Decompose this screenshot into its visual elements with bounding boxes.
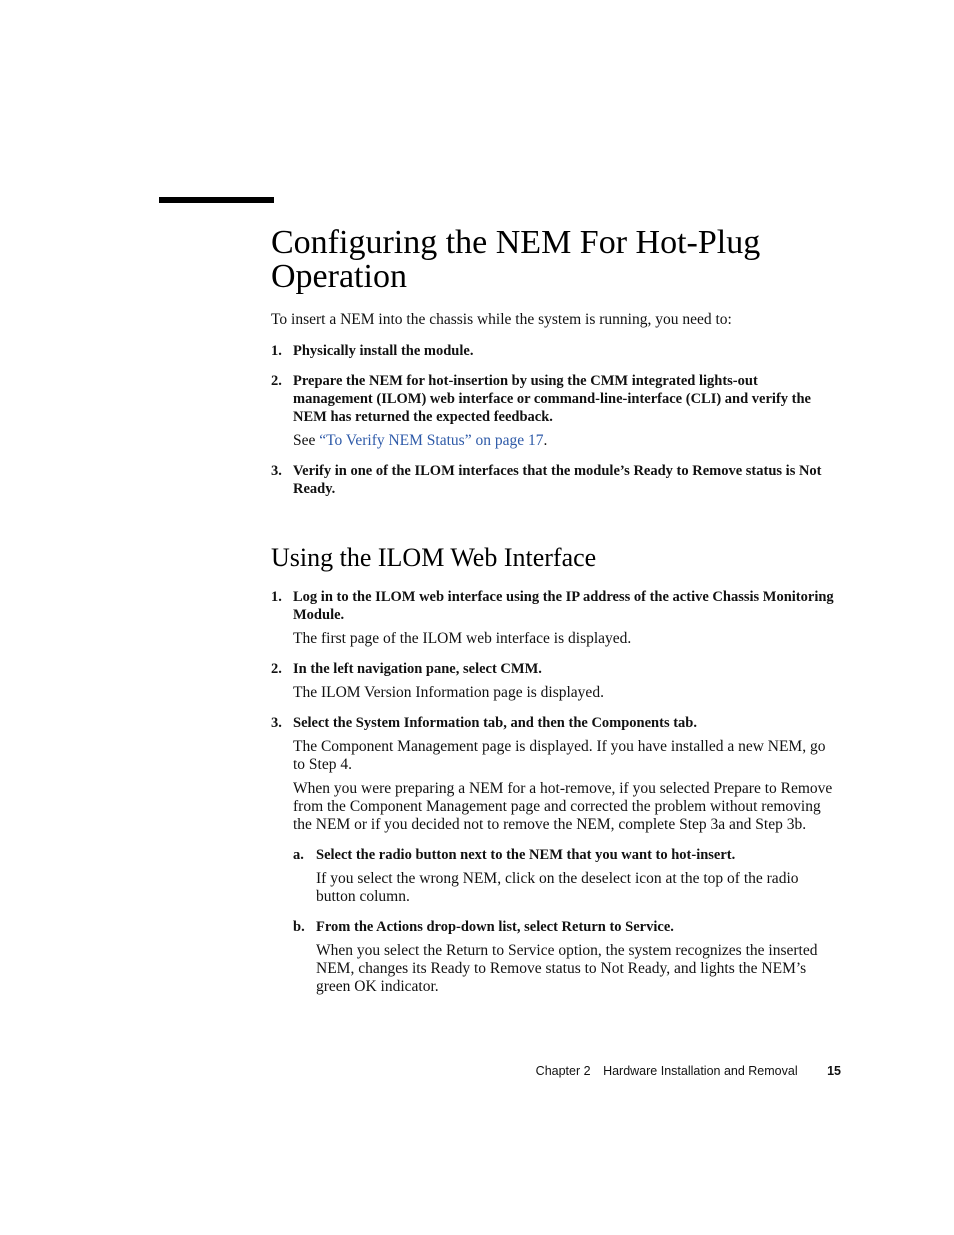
footer-section: Hardware Installation and Removal — [603, 1064, 798, 1078]
step-note — [293, 432, 841, 450]
step-text: Select the System Information tab, and then the Components tab. — [293, 715, 697, 731]
substep-text: From the Actions drop-down list, select Return to Service. — [316, 919, 674, 935]
substep-note: If you select the wrong NEM, click on the deselect icon at the top of the radio button column. — [316, 870, 799, 905]
see-prefix: See — [293, 432, 320, 449]
section-step-1 — [271, 342, 841, 360]
substep-letter: b. — [293, 919, 305, 935]
step-note: The first page of the ILOM web interface is displayed. — [293, 630, 632, 647]
step-note: The ILOM Version Information page is displayed. — [293, 684, 604, 701]
step-text: Prepare the NEM for hot-insertion by using the CMM integrated lights-out management (ILOM) web interface or command-line-interface (CLI) and verify the NEM has returned the expected feedback. — [293, 373, 811, 425]
step-number: 3. — [271, 463, 282, 479]
substep-note: When you select the Return to Service option, the system recognizes the inserted NEM, changes its Ready to Remove status to Not Ready, and lights the NEM’s green OK indicator. — [316, 942, 818, 995]
page-footer — [536, 1064, 841, 1078]
step-number: 2. — [271, 373, 282, 389]
step-number: 2. — [271, 661, 282, 677]
step-note: When you were preparing a NEM for a hot-remove, if you selected Prepare to Remove from the Component Management page and corrected the problem without removing the NEM or if you decided not to remove the NEM, complete Step 3a and Step 3b. — [293, 780, 833, 833]
step-number: 3. — [271, 715, 282, 731]
substep-a — [293, 846, 841, 906]
substep-text: Select the radio button next to the NEM that you want to hot-insert. — [316, 847, 736, 863]
section-step-2 — [271, 372, 841, 450]
step-number: 1. — [271, 343, 282, 359]
step-text: Log in to the ILOM web interface using the IP address of the active Chassis Monitoring Module. — [293, 589, 834, 623]
subsection-title: Using the ILOM Web Interface — [271, 543, 597, 572]
substep-b — [293, 918, 841, 996]
cross-reference-link[interactable]: “To Verify NEM Status” on page 17 — [319, 432, 544, 449]
step-note: The Component Management page is displayed. If you have installed a new NEM, go to Step 4. — [293, 738, 826, 773]
section-step-3 — [271, 462, 841, 498]
step-text: In the left navigation pane, select CMM. — [293, 661, 542, 677]
section-intro: To insert a NEM into the chassis while the system is running, you need to: — [271, 311, 732, 328]
page-content — [271, 226, 841, 996]
step-text: Verify in one of the ILOM interfaces that the module’s Ready to Remove status is Not Ready. — [293, 463, 822, 497]
step-text: Physically install the module. — [293, 343, 474, 359]
page-number: 15 — [827, 1064, 841, 1078]
section-title: Configuring the NEM For Hot-Plug Operation — [271, 224, 761, 295]
chapter-rule — [159, 197, 274, 203]
step-number: 1. — [271, 589, 282, 605]
footer-chapter: Chapter 2 — [535, 1064, 591, 1078]
see-suffix: . — [543, 432, 548, 449]
substep-letter: a. — [293, 847, 304, 863]
subsection-step-2 — [271, 660, 841, 702]
subsection-step-1 — [271, 588, 841, 648]
subsection-step-3 — [271, 714, 841, 996]
